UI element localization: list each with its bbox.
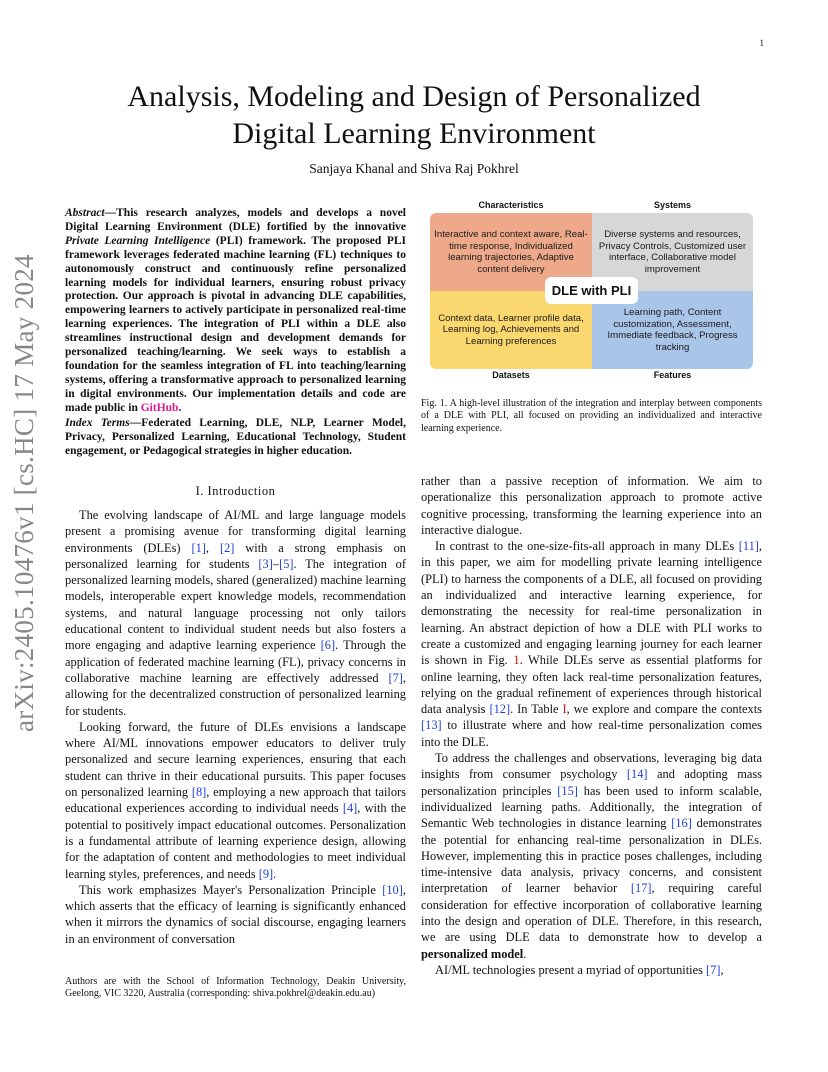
title-line-2: Digital Learning Environment (232, 117, 596, 150)
intro-paragraph-continued: rather than a passive reception of information. We aim to operationalize this personalization approach to promote active cognitive processing, transforming the learning experience into an interactive dialogue. (421, 474, 762, 537)
paper-title (60, 78, 768, 152)
intro-paragraph-4: In contrast to the one-size-fits-all approach in many DLEs [11], in this paper, we aim for modelling private learning intelligence (PLI) to harness the components of a DLE, all focused on providing an individualized and interactive learning experience, for demonstrating the necessity for real-time personalization in learning. An abstract depiction of how a DLE with PLI works to create a customized and engaging learning journey for each learner is shown in Fig. 1. While DLEs serve as essential platforms for online learning, they often lack real-time personalization features, relying on the gradual refinement of experiences through historical data analysis [12]. In Table I, we explore and compare the contexts [13] to illustrate where and how real-time personalization comes into the DLE. (421, 539, 762, 749)
citation-link[interactable]: [10] (382, 882, 403, 897)
intro-paragraph-2: Looking forward, the future of DLEs envisions a landscape where AI/ML innovations empower educators to deliver truly personalized and secure learning experiences, ensuring that each student can thrive in their educational pursuits. This paper focuses on personalized learning [8], employing a new approach that tailors educational experiences according to individual needs [4], with the potential to positively impact educational outcomes. Personalization is a fundamental attribute of learning experience design, allowing for the adaptation of content and methodologies to meet individual learning styles, preferences, and needs [9]. (65, 719, 406, 881)
citation-link[interactable]: [5] (279, 556, 294, 571)
intro-right-column (421, 473, 762, 978)
abstract-end: . (178, 401, 182, 414)
intro-paragraph-3: This work emphasizes Mayer's Personalization Principle [10], which asserts that the efficacy of learning is significantly enhanced when it mirrors the dynamics of social discourse, engaging learners in an environment of conversation (65, 882, 406, 946)
intro-paragraph-6: AI/ML technologies present a myriad of opportunities [7], (435, 962, 724, 977)
label-datasets: Datasets (492, 370, 530, 380)
abstract (65, 207, 406, 416)
figure-1 (430, 200, 753, 385)
intro-paragraph-1: The evolving landscape of AI/ML and large language models present a promising avenue for transforming digital learning environments (DLEs) [1], [2] with a strong emphasis on personalized learning for students [3]–[5]. The integration of personalized learning models, shared (generalized) machine learning models, interoperable expert knowledge models, recommendation systems, and natural language processing not only tailors educational content to individual student needs but also fosters a more engaging and adaptive learning experience [6]. Through the application of federated machine learning (FL), privacy concerns in collaborative machine learning are effectively addressed [7], allowing for the decentralized construction of personalized learning for students. (65, 508, 406, 718)
title-line-1: Analysis, Modeling and Design of Personalized (127, 80, 701, 113)
index-terms-label: Index Terms (65, 417, 130, 429)
bold-term: personalized model (421, 946, 524, 961)
label-systems: Systems (653, 200, 692, 210)
citation-link[interactable]: [8] (191, 785, 207, 800)
index-terms (65, 417, 406, 459)
citation-link[interactable]: [14] (626, 767, 648, 782)
quadrant-datasets: Context data, Learner profile data, Learning log, Achievements and Learning preferences (430, 291, 592, 369)
index-terms-text: —Federated Learning, DLE, NLP, Learner Model, Privacy, Personalized Learning, Educational Technology, Student engagement, or Pedagogical strategies in higher education. (65, 417, 406, 457)
quadrant-characteristics: Interactive and context aware, Real-time response, Individualized learning trajectories, Adaptive content delivery (430, 213, 592, 291)
quadrant-features: Learning path, Content customization, Assessment, Immediate feedback, Progress tracking (592, 291, 753, 369)
citation-link[interactable]: [4] (342, 801, 358, 816)
abstract-text: —This research analyzes, models and develops a novel Digital Learning Environment (DLE) fortified by the innovative (65, 207, 406, 233)
footnote: Authors are with the School of Information Technology, Deakin University, Geelong, VIC 3220, Australia (corresponding: shiva.pokhrel@deakin.edu.au) (65, 976, 406, 1000)
label-characteristics: Characteristics (478, 200, 544, 210)
page-number: 1 (759, 38, 764, 48)
center-label: DLE with PLI (545, 277, 638, 304)
citation-link[interactable]: [3] (258, 556, 273, 571)
abstract-label: Abstract (65, 207, 105, 219)
citation-link[interactable]: [1] (191, 540, 206, 555)
quadrant-systems: Diverse systems and resources, Privacy Controls, Customized user interface, Collaborative model improvement (592, 213, 753, 291)
citation-link[interactable]: [16] (671, 816, 692, 831)
citation-link[interactable]: [11] (738, 539, 759, 554)
citation-link[interactable]: [17] (630, 881, 652, 896)
citation-link[interactable]: [12] (489, 702, 511, 717)
abstract-pli: Private Learning Intelligence (65, 234, 211, 247)
figure-ref-link[interactable]: 1 (513, 653, 520, 668)
table-ref-link[interactable]: I (562, 702, 567, 717)
label-features: Features (653, 370, 692, 380)
citation-link[interactable]: [15] (557, 783, 578, 798)
intro-paragraph-5: To address the challenges and observations, leveraging big data insights from consumer psychology [14] and adopting mass personalization principles [15] has been used to inform scalable, individualized learning paths. Additionally, the integration of Semantic Web technologies in distance learning [16] demonstrates the potential for enhancing real-time personalization in DLEs. However, implementing this in practice poses challenges, including time-intensive data analysis, privacy concerns, and consistent interpretation of learner behavior [17], requiring careful consideration for effective incorporation of collaborative learning into the design and operation of DLE. Therefore, in this research, we are using DLE data to demonstrate how to develop a personalized model. (421, 751, 763, 961)
abstract-text-2: (PLI) framework. The proposed PLI framework leverages federated machine learning (FL) techniques to autonomously construct and continuously refine personalized learning models for individual learners, ensuring robust privacy protection. Our approach is pivotal in advancing DLE capabilities, empowering learners to actively participate in personalized real-time learning experiences. The integration of PLI within a DLE also streamlines instructional design and development demands for personalized teaching/learning. We seek ways to establish a foundation for the seamless integration of FL into teaching/learning systems, offering a transformative approach to personalized learning in digital environments. Our implementation details and code are made public in (65, 234, 406, 414)
citation-link[interactable]: [7] (388, 670, 403, 685)
authors: Sanjaya Khanal and Shiva Raj Pokhrel (309, 161, 519, 176)
citation-link[interactable]: [13] (421, 718, 442, 733)
section-heading: I. Introduction (195, 484, 276, 498)
citation-link[interactable]: [9] (258, 866, 274, 881)
github-link[interactable]: GitHub (140, 401, 179, 414)
arxiv-stamp: arXiv:2405.10476v1 [cs.HC] 17 May 2024 (9, 254, 39, 732)
citation-link[interactable]: [6] (320, 638, 336, 653)
figure-caption: Fig. 1. A high-level illustration of the integration and interplay between components of a DLE with PLI, all focused on providing an individualized and interactive learning experience. (421, 398, 762, 434)
citation-link[interactable]: [2] (219, 540, 235, 555)
intro-left-column (65, 507, 406, 947)
citation-link[interactable]: [7] (706, 962, 721, 977)
